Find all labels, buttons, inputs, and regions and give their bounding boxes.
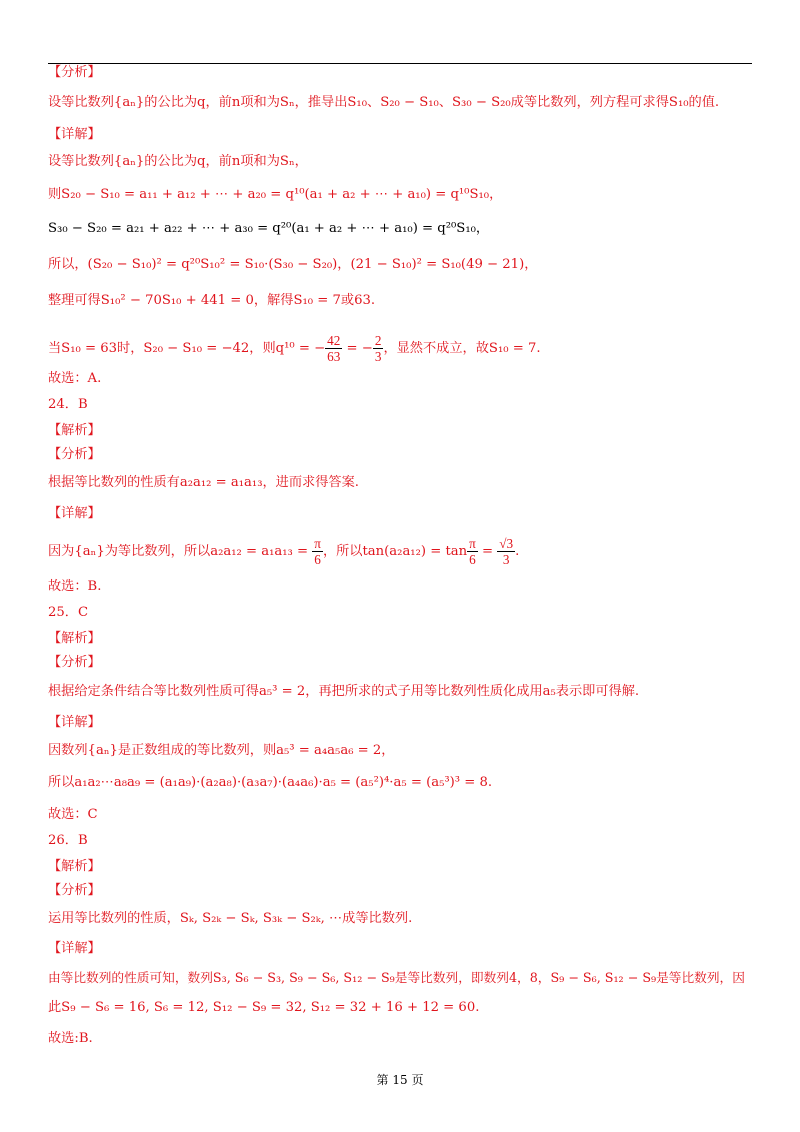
detail-line-fraction bbox=[48, 333, 541, 364]
fraction-numerator: 2 bbox=[374, 333, 382, 348]
detail-line: 此S₉ − S₆ = 16, S₆ = 12, S₁₂ − S₉ = 32, S₁₂ = 32 + 16 + 12 = 60. bbox=[48, 1000, 480, 1015]
header-rule bbox=[48, 63, 752, 64]
text-run: 当S₁₀ = 63时，S₂₀ − S₁₀ = −42，则q¹⁰ = − bbox=[48, 341, 326, 356]
question-number: 26．B bbox=[48, 833, 88, 848]
section-solution-heading: 【解析】 bbox=[48, 631, 101, 646]
fraction bbox=[373, 333, 384, 364]
analysis-text: 设等比数列{aₙ}的公比为q，前n项和为Sₙ，推导出S₁₀、S₂₀ − S₁₀、S₃₀ − S₂₀成等比数列，列方程可求得S₁₀的值. bbox=[48, 95, 720, 110]
fraction-denominator: 6 bbox=[314, 552, 321, 567]
section-analysis-heading: 【分析】 bbox=[48, 655, 101, 670]
analysis-text: 根据给定条件结合等比数列性质可得a₅³ = 2，再把所求的式子用等比数列性质化成用a₅表示即可得解. bbox=[48, 684, 640, 699]
fraction-numerator: √3 bbox=[499, 536, 514, 551]
fraction bbox=[497, 536, 515, 567]
text-run: ，所以tan(a₂a₁₂) = tan bbox=[322, 544, 468, 559]
answer-line: 故选：A. bbox=[48, 371, 102, 386]
detail-line: 由等比数列的性质可知，数列S₃, S₆ − S₃, S₉ − S₆, S₁₂ − S₉是等比数列，即数列4，8，S₉ − S₆, S₁₂ − S₉是等比数列，因 bbox=[48, 970, 745, 985]
fraction-numerator: π bbox=[469, 536, 476, 551]
answer-line: 故选：C bbox=[48, 807, 98, 822]
fraction bbox=[312, 536, 323, 567]
section-detail-heading: 【详解】 bbox=[48, 941, 101, 956]
section-detail-heading: 【详解】 bbox=[48, 506, 101, 521]
text-run: . bbox=[515, 544, 520, 559]
detail-line: 则S₂₀ − S₁₀ = a₁₁ + a₁₂ + ⋯ + a₂₀ = q¹⁰(a₁ + a₂ + ⋯ + a₁₀) = q¹⁰S₁₀， bbox=[48, 187, 503, 202]
fraction bbox=[467, 536, 478, 567]
analysis-text: 运用等比数列的性质，Sₖ, S₂ₖ − Sₖ, S₃ₖ − S₂ₖ, ⋯成等比数列. bbox=[48, 911, 413, 926]
detail-line: 因数列{aₙ}是正数组成的等比数列，则a₅³ = a₄a₅a₆ = 2， bbox=[48, 743, 395, 758]
answer-line: 故选:B. bbox=[48, 1031, 93, 1046]
question-number: 25．C bbox=[48, 605, 89, 620]
section-analysis-heading: 【分析】 bbox=[48, 447, 101, 462]
answer-line: 故选：B. bbox=[48, 579, 102, 594]
fraction-denominator: 3 bbox=[374, 349, 382, 364]
text-run: = bbox=[477, 544, 498, 559]
detail-line: S₃₀ − S₂₀ = a₂₁ + a₂₂ + ⋯ + a₃₀ = q²⁰(a₁ + a₂ + ⋯ + a₁₀) = q²⁰S₁₀， bbox=[48, 221, 490, 236]
detail-line: 所以，(S₂₀ − S₁₀)² = q²⁰S₁₀² = S₁₀·(S₃₀ − S₂₀)，(21 − S₁₀)² = S₁₀(49 − 21)， bbox=[48, 257, 538, 272]
text-run: = − bbox=[342, 341, 373, 356]
fraction-numerator: 42 bbox=[327, 333, 341, 348]
detail-line: 设等比数列{aₙ}的公比为q，前n项和为Sₙ， bbox=[48, 154, 308, 169]
section-analysis-heading: 【分析】 bbox=[48, 65, 101, 80]
fraction-numerator: π bbox=[314, 536, 321, 551]
detail-line: 整理可得S₁₀² − 70S₁₀ + 441 = 0，解得S₁₀ = 7或63. bbox=[48, 293, 376, 308]
section-analysis-heading: 【分析】 bbox=[48, 883, 101, 898]
section-solution-heading: 【解析】 bbox=[48, 859, 101, 874]
fraction bbox=[325, 333, 342, 364]
question-number: 24．B bbox=[48, 397, 88, 412]
fraction-denominator: 6 bbox=[469, 552, 476, 567]
detail-line: 所以a₁a₂⋯a₈a₉ = (a₁a₉)·(a₂a₈)·(a₃a₇)·(a₄a₆)·a₅ = (a₅²)⁴·a₅ = (a₅³)³ = 8. bbox=[48, 775, 493, 790]
text-run: 因为{aₙ}为等比数列，所以a₂a₁₂ = a₁a₁₃ = bbox=[48, 544, 313, 559]
page-number: 第 15 页 bbox=[376, 1073, 424, 1087]
section-solution-heading: 【解析】 bbox=[48, 423, 101, 438]
detail-line-fraction bbox=[48, 536, 519, 567]
section-detail-heading: 【详解】 bbox=[48, 127, 101, 142]
fraction-denominator: 63 bbox=[327, 349, 341, 364]
text-run: ，显然不成立，故S₁₀ = 7. bbox=[383, 341, 541, 356]
section-detail-heading: 【详解】 bbox=[48, 715, 101, 730]
analysis-text: 根据等比数列的性质有a₂a₁₂ = a₁a₁₃，进而求得答案. bbox=[48, 475, 359, 490]
fraction-denominator: 3 bbox=[502, 552, 510, 567]
